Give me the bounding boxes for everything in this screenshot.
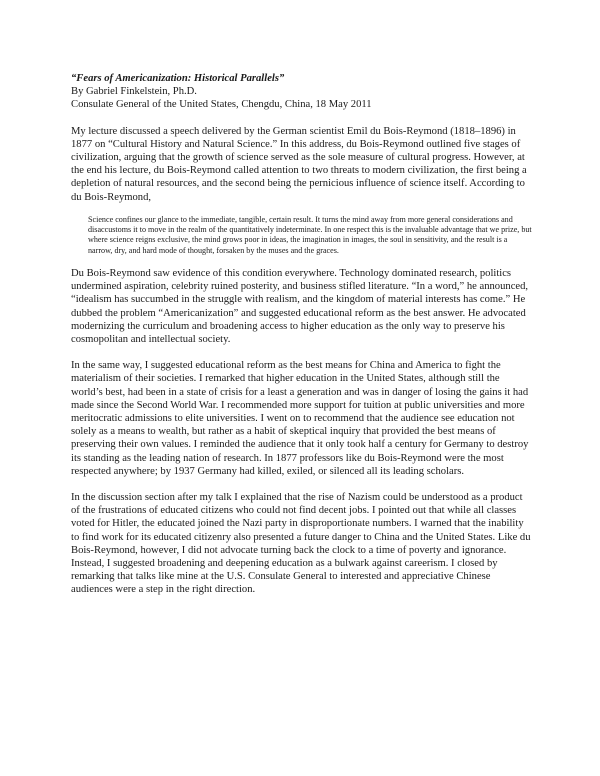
document-title: “Fears of Americanization: Historical Parallels”	[71, 73, 285, 84]
paragraph-intro: My lecture discussed a speech delivered by the German scientist Emil du Bois-Reymond (1818–1896) in 1877 on “Cultural History and Natural Science.” In this address, du Bois-Reymond outlined five stages of civilization, arguing that the growth of science served as the sole measure of cultural progress. However, at the end his lecture, du Bois-Reymond called attention to two threats to modern civilization, the first being a depletion of natural resources, and the second being the pernicious influence of science itself. According to du Bois-Reymond,	[71, 125, 527, 203]
paragraph-discussion: In the discussion section after my talk I explained that the rise of Nazism could be understood as a product of the frustrations of educated citizens who could not find decent jobs. I pointed out that while all classes voted for Hitler, the educated joined the Nazi party in disproportionate numbers. I warned that the inability to find work for its educated citizenry also presented a future danger to China and the United States. Like du Bois-Reymond, however, I did not advocate turning back the clock to a time of poverty and ignorance. Instead, I suggested broadening and deepening education as a bulwark against careerism. I closed by remarking that talks like mine at the U.S. Consulate General to interested and appreciative Chinese audiences were a step in the right direction.	[71, 492, 531, 596]
document-body	[71, 72, 531, 597]
block-quote: Science confines our glance to the immediate, tangible, certain result. It turns the mind away from more general considerations and disaccustoms it to move in the realm of the quantitatively indeterminate. In one respect this is the invaluable advantage that we prize, but where science reigns exclusive, the mind grows poor in ideas, the imagination in images, the soul in sensitivity, and the result is a narrow, dry, and hard mode of thought, forsaken by the muses and the graces.	[88, 214, 532, 255]
venue-line: Consulate General of the United States, Chengdu, China, 18 May 2011	[71, 99, 372, 111]
paragraph-educational-reform: In the same way, I suggested educational reform as the best means for China and America to fight the materialism of their societies. I remarked that higher education in the United States, although still the world’s best, had been in a state of crisis for a least a generation and was in danger of losing the gains it had made since the Second World War. I recommended more support for tuition at public universities and more meritocratic admissions to elite universities. I went on to recommend that the audience see education not solely as a means to wealth, but rather as a habit of skeptical inquiry that provided the best means of preserving their own values. I reminded the audience that it only took half a century for Germany to destroy its standing as the leading nation of research. In 1877 professors like du Bois-Reymond were the most respected anywhere; by 1937 Germany had killed, exiled, or silenced all its leading scholars.	[71, 360, 529, 477]
paragraph-americanization: Du Bois-Reymond saw evidence of this condition everywhere. Technology dominated research, politics undermined aspiration, celebrity ruined posterity, and business stifled literature. “In a word,” he announced, “idealism has succumbed in the struggle with realism, and the kingdom of material interests has come.” He dubbed the problem “Americanization” and suggested educational reform as the best answer. He advocated modernizing the curriculum and broadening access to higher education as the only way to preserve his cosmopolitan and intellectual society.	[71, 268, 529, 346]
author-line: By Gabriel Finkelstein, Ph.D.	[71, 86, 197, 98]
